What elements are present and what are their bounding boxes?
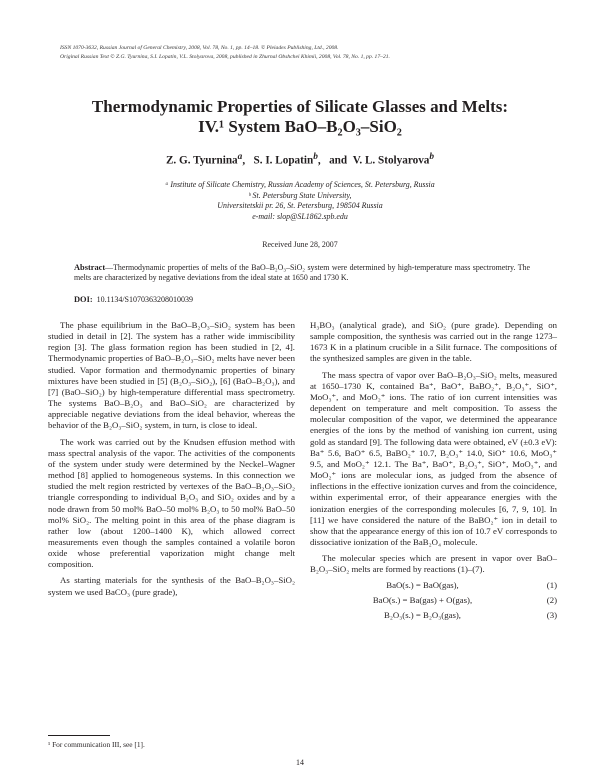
author-1-affil: a (237, 152, 243, 162)
affiliations (40, 180, 560, 222)
paragraph: The mass spectra of vapor over BaO–B₂O₃–SiO₂ melts, measured at 1650–1730 K, contained Ba⁺, BaO⁺, BaBO₂⁺, B₂O₃⁺, SiO⁺, MoO₃⁺, and MoO₂⁺ ions. The ratio of ion current intensities was dependent on temperature and melt composition. To assess the molecular composition of the vapor, we determined the appearance energies of the ions by the method of vanishing ion current, using gold as standard [9]. The following data were obtained, eV (±0.3 eV): Ba⁺ 5.6, BaO⁺ 6.5, BaBO₂⁺ 10.7, B₂O₃⁺ 14.0, SiO⁺ 10.6, MoO₃⁺ 9.5, and MoO₂⁺ 12.1. The Ba⁺, BaO⁺, B₂O₃⁺, SiO⁺, MoO₃⁺, and MoO₂⁺ ions are molecular ions, as judged from the absence of inflections in the effective ionization curves and from the coincidence, within experimental error, of their appearance energies with the ionization energies of the corresponding molecules [6, 7, 9, 10]. In [11] we have considered the nature of the BaBO₂⁺ ion in detail to show that the appearance energy of this ion of 10.7 eV corresponds to dissociative ionization of the BaB₂O₄ molecule. (310, 369, 557, 547)
abstract (74, 263, 530, 284)
authors (40, 152, 560, 167)
equation-expr: B₂O₃(s.) = B₂O₃(gas), (384, 610, 461, 621)
page-number: 14 (296, 758, 304, 767)
affiliation-b-line1: ᵇ St. Petersburg State University, (248, 190, 352, 200)
affiliation-a: ᵃ Institute of Silicate Chemistry, Russian Academy of Sciences, St. Petersburg, Russia (165, 180, 435, 189)
equation-expr: BaO(s.) = BaO(gas), (386, 580, 459, 591)
paragraph: The work was carried out by the Knudsen effusion method with mass spectral analysis of the vapor. The activities of the components of the system under study were determined by the Neckel–Wagner method [8] applied to homogeneous systems. In this connection we studied the melt region restricted by vertexes of the BaO–B₂O₃–SiO₂ triangle corresponding to individual B₂O₃ and SiO₂ oxides and by a node drawn from 50 mol% BaO–50 mol% B₂O₃ to 50 mol% BaO–50 mol% SiO₂. The melting point in this area of the phase diagram is rather low (about 1200–1400 K), which allowed correct measurements even though the samples contained a volatile boron oxide whose preferential vaporization might change melt composition. (48, 436, 295, 570)
journal-header-line: ISSN 1070-3632, Russian Journal of General Chemistry, 2008, Vol. 78, No. 1, pp. 14–18. © Pleiades Publishing, Ltd., 2008. (60, 45, 339, 51)
author-sep: , (242, 154, 246, 167)
footnote: ¹ For communication III, see [1]. (48, 740, 145, 749)
article-title (40, 97, 560, 137)
author-sep: , (317, 154, 321, 167)
paragraph: The molecular species which are present in vapor over BaO–B₂O₃–SiO₂ melts are formed by reactions (1)–(7). (310, 553, 557, 575)
equation-expr: BaO(s.) = Ba(gas) + O(gas), (372, 595, 473, 606)
abstract-text: —Thermodynamic properties of melts of the BaO–B₂O₃–SiO₂ system were determined by high-temperature mass spectrometry. The melts are characterized by negative deviations from the ideal state at 1650 and 1730 K. (74, 263, 530, 283)
footnote-rule (48, 735, 110, 736)
title-line-1: Thermodynamic Properties of Silicate Glasses and Melts: (91, 97, 509, 116)
author-and: and (329, 154, 348, 167)
doi-line (74, 295, 193, 304)
original-text-line: Original Russian Text © Z.G. Tyurnina, S.I. Lopatin, V.L. Stolyarova, 2008, published in Zhurnal Obshchei Khimii, 2008, Vol. 78, No. 1, pp. 17–21. (60, 54, 390, 60)
equation-1 (310, 580, 557, 595)
title-line-2: IV.¹ System BaO–B₂O₃–SiO₂ (198, 117, 402, 136)
abstract-label: Abstract (74, 263, 106, 272)
author-1: Z. G. Tyurnina (165, 154, 238, 167)
author-2: S. I. Lopatin (253, 154, 314, 167)
equation-number: (2) (546, 595, 557, 606)
email: e-mail: slop@SL1862.spb.edu (252, 211, 348, 221)
doi-label: DOI: (74, 295, 93, 304)
author-3-affil: b (429, 152, 435, 162)
left-column (48, 320, 295, 603)
right-column (310, 320, 557, 625)
equation-2 (310, 595, 557, 610)
equation-3 (310, 610, 557, 625)
paragraph: As starting materials for the synthesis of the BaO–B₂O₃–SiO₂ system we used BaCO₃ (pure grade), (48, 575, 295, 597)
author-3: V. L. Stolyarova (352, 154, 430, 167)
received-date: Received June 28, 2007 (262, 240, 338, 249)
paragraph: The phase equilibrium in the BaO–B₂O₃–SiO₂ system has been studied in detail in [2]. The system has a rather wide immiscibility region [3]. The glass formation region has been studied in [2, 4]. Thermodynamic properties of BaO–B₂O₃–SiO₂ melts have never been studied. Vapor formation and thermodynamic properties of binary mixtures have been studied in [5] (B₂O₃–SiO₂), [6] (BaO–B₂O₃), and [7] (BaO–SiO₂) by high-temperature differential mass spectrometry. The systems BaO–B₂O₃ and BaO–SiO₂ are characterized by appreciable negative deviations from the ideal behavior, whereas the behavior of the B₂O₃–SiO₂ system, in turn, is close to ideal. (48, 320, 295, 431)
equation-number: (3) (546, 610, 557, 621)
doi-value: 10.1134/S1070363208010039 (96, 295, 193, 304)
paragraph: H₃BO₃ (analytical grade), and SiO₂ (pure grade). Depending on sample composition, the synthesis was carried out in the range 1273–1673 K in a platinum crucible in a Silit furnace. The compositions of the synthesized samples are given in the table. (310, 320, 557, 364)
author-2-affil: b (313, 152, 318, 162)
equation-number: (1) (546, 580, 557, 591)
affiliation-b-line2: Universitetskii pr. 26, St. Petersburg, 198504 Russia (217, 201, 383, 211)
